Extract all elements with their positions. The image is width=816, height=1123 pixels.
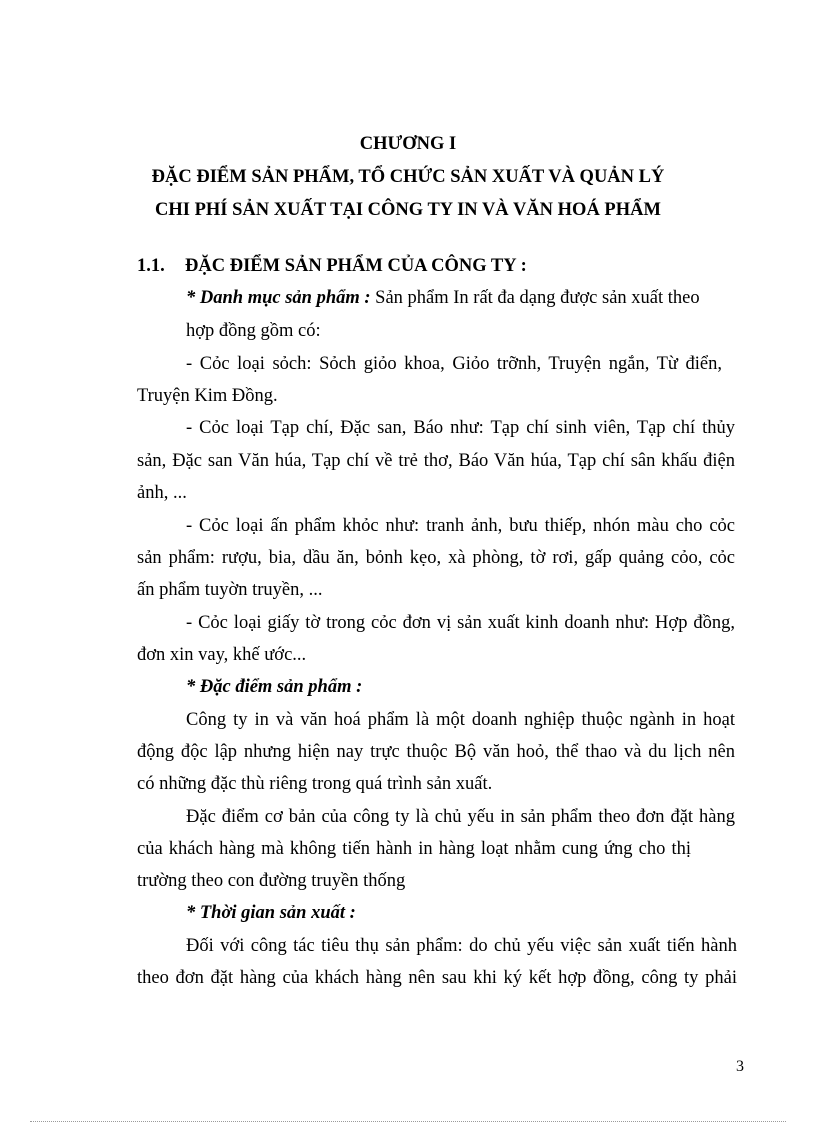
paragraph-line: Công ty in và văn hoá phẩm là một doanh nghiệp thuộc ngành in hoạt [186,710,735,730]
paragraph-line: theo đơn đặt hàng của khách hàng nên sau khi ký kết hợp đồng, công ty phải [137,968,737,988]
paragraph-line: - Cỏc loại sỏch: Sỏch giỏo khoa, Giỏo trỡnh, Truyện ngắn, Từ điển, [186,354,722,374]
paragraph-line [186,288,700,308]
paragraph-line: của khách hàng mà không tiến hành in hàng loạt nhằm cung ứng cho thị [137,839,691,859]
paragraph-line: Đối với công tác tiêu thụ sản phẩm: do chủ yếu việc sản xuất tiến hành [186,936,737,956]
chapter-title-line-1: ĐẶC ĐIỂM SẢN PHẨM, TỔ CHỨC SẢN XUẤT VÀ QUẢN LÝ [151,167,665,187]
paragraph-line: sản, Đặc san Văn húa, Tạp chí về trẻ thơ, Báo Văn húa, Tạp chí sân khấu điện [137,451,735,471]
page-bottom-divider [30,1121,786,1122]
section-number: 1.1. [137,256,165,276]
paragraph-line: - Cỏc loại giấy tờ trong cỏc đơn vị sản xuất kinh doanh như: Hợp đồng, [186,613,735,633]
section-heading [137,256,527,276]
paragraph-line: - Cỏc loại ấn phẩm khỏc như: tranh ảnh, bưu thiếp, nhón màu cho cỏc [186,516,735,536]
subhead-production-time: * Thời gian sản xuất : [186,903,356,923]
paragraph-line: đơn xin vay, khế ước... [137,645,307,665]
page-number: 3 [736,1058,744,1075]
paragraph-line: Đặc điểm cơ bản của công ty là chủ yếu in sản phẩm theo đơn đặt hàng [186,807,735,827]
paragraph-line: trường theo con đường truyền thống [137,871,406,891]
paragraph-line: ảnh, ... [137,483,187,503]
subhead-product-features: * Đặc điểm sản phẩm : [186,677,363,697]
line-text: Sản phẩm In rất đa dạng được sản xuất theo [375,288,700,308]
section-title: ĐẶC ĐIỂM SẢN PHẨM CỦA CÔNG TY : [185,256,527,276]
paragraph-line: Truyện Kim Đồng. [137,386,278,406]
chapter-label: CHƯƠNG I [359,134,457,154]
paragraph-line: động độc lập nhưng hiện nay trực thuộc Bộ văn hoỏ, thể thao và du lịch nên [137,742,735,762]
paragraph-line: hợp đồng gồm có: [186,321,321,341]
subhead-product-list: * Danh mục sản phẩm : [186,288,371,308]
paragraph-line: có những đặc thù riêng trong quá trình sản xuất. [137,774,493,794]
chapter-title-line-2: CHI PHÍ SẢN XUẤT TẠI CÔNG TY IN VÀ VĂN HOÁ PHẨM [155,200,661,220]
paragraph-line: - Cỏc loại Tạp chí, Đặc san, Báo như: Tạp chí sinh viên, Tạp chí thủy [186,418,735,438]
paragraph-line: sản phẩm: rượu, bia, dầu ăn, bỏnh kẹo, xà phòng, tờ rơi, gấp quảng cỏo, cỏc [137,548,735,568]
paragraph-line: ấn phẩm tuyờn truyền, ... [137,580,323,600]
